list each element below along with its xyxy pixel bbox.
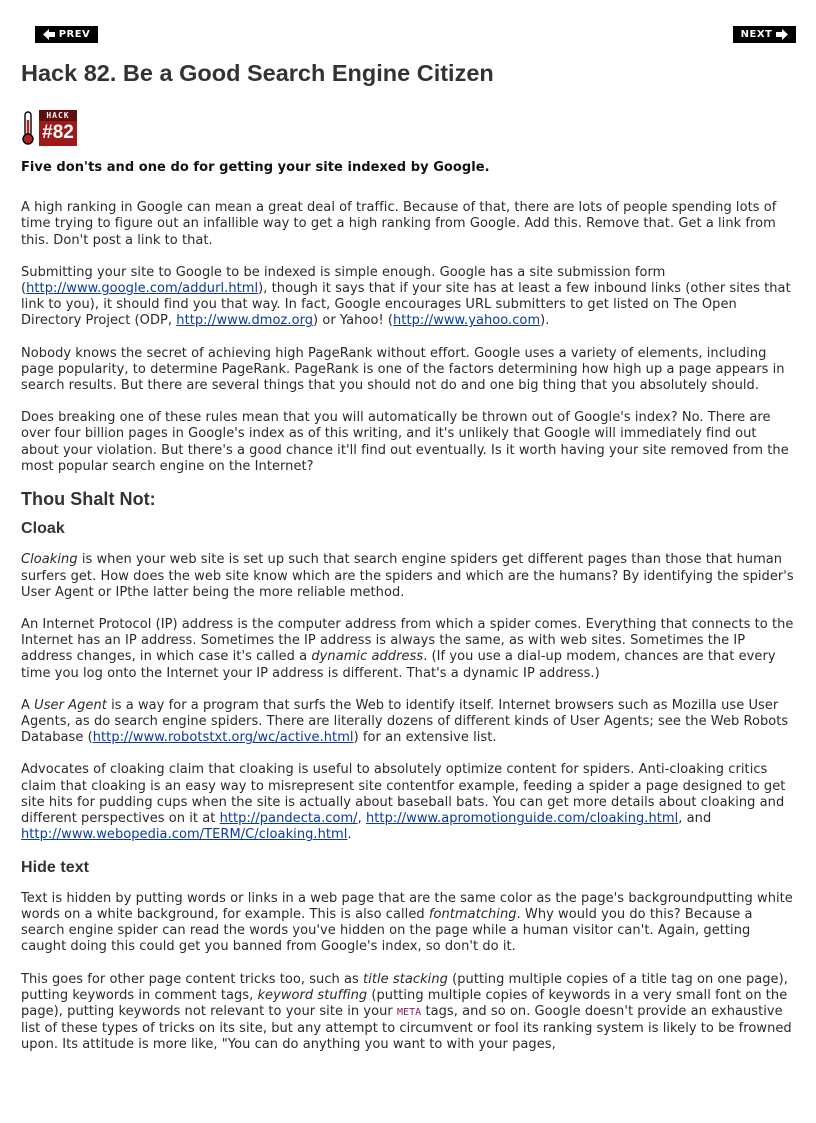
text: Advocates of cloaking claim that cloaking is useful to absolutely optimize content for spiders. Anti-cloaking critics claim that cloaking is an easy way to misrepresent site contentfor example, feeding a spider a page designed to get site hits for pudding cups when the site is actually about baseball bats. You can get more details about cloaking and different perspectives on it at: [21, 762, 786, 827]
prev-label: PREV: [58, 29, 91, 40]
paragraph: Nobody knows the secret of achieving high PageRank without effort. Google uses a variety of elements, including page popularity, to determine PageRank. PageRank is one of the factors determining how high up a page appears in search results. But there are several things that you should not do and one big thing that you absolutely should.: [21, 345, 785, 394]
paragraph: [21, 552, 797, 601]
emphasis: keyword stuffing: [257, 987, 368, 1003]
subsection-heading-cloak: Cloak: [21, 520, 65, 538]
article-body: [21, 160, 797, 1070]
badge-number: #82: [42, 122, 74, 143]
link-robotstxt[interactable]: http://www.robotstxt.org/wc/active.html: [92, 730, 354, 746]
arrow-right-icon: [776, 29, 788, 40]
text: . (If you use a dial-up modem, chances are that every time you log onto the Internet your IP address is different. That's a dynamic IP address.): [21, 649, 776, 681]
text: tags, and so on. Google doesn't provide an exhaustive list of these types of tricks on its site, but any attempt to circumvent or fool its ranking system is likely to be frowned upon. Its attitude is more like, "You can do anything you want to with your pages,: [21, 1003, 792, 1053]
emphasis: dynamic address: [311, 649, 424, 665]
emphasis: Cloaking: [21, 552, 78, 568]
text: This goes for other page content tricks too, such as: [21, 971, 364, 987]
arrow-left-icon: [43, 29, 55, 40]
link-dmoz[interactable]: http://www.dmoz.org: [176, 313, 314, 329]
next-label: NEXT: [740, 29, 773, 40]
next-button[interactable]: [733, 26, 796, 43]
section-heading: Thou Shalt Not:: [21, 489, 156, 510]
paragraph: [21, 762, 797, 843]
subsection-heading-hide-text: Hide text: [21, 858, 90, 876]
text: ) or Yahoo! (: [313, 313, 394, 329]
text: . Why would you do this? Because a search engine spider can read the words you've hidden on the page while a human visitor can't. Again, getting caught doing this could get you banned from Google's index, so don't do it.: [21, 906, 753, 955]
text: An Internet Protocol (IP) address is the computer address from which a spider comes. Everything that connects to the Internet has an IP address. Sometimes the IP address is always the same, as with web sites. Sometimes the IP address changes, in which case it's called a: [21, 617, 794, 665]
text: ).: [540, 313, 550, 329]
link-apromotionguide[interactable]: http://www.apromotionguide.com/cloaking.html: [365, 811, 679, 827]
text: ), though it says that if your site has at least a few inbound links (other sites that link to you), it should find you that way. In fact, Google encourages URL submitters to get listed on The Open Directory Project (ODP,: [21, 281, 791, 329]
code: META: [396, 1006, 422, 1018]
text: , and: [678, 811, 712, 827]
prev-button[interactable]: [35, 26, 98, 43]
text: A: [21, 697, 35, 713]
paragraph: [21, 891, 797, 956]
badge-label: HACK: [46, 111, 70, 120]
text: Text is hidden by putting words or links in a web page that are the same color as the page's backgroundputting white words on a white background, for example. This is also called: [21, 890, 793, 922]
paragraph: [21, 698, 797, 747]
text: (putting multiple copies of keywords in a very small font on the page), putting keywords not relevant to your site in your: [21, 987, 788, 1019]
text: ,: [357, 811, 366, 827]
text: ) for an extensive list.: [353, 730, 497, 746]
link-pandecta[interactable]: http://pandecta.com/: [219, 811, 358, 827]
link-google-addurl[interactable]: http://www.google.com/addurl.html: [26, 281, 259, 297]
emphasis: fontmatching: [428, 906, 517, 922]
paragraph: [21, 265, 797, 330]
text: is a way for a program that surfs the Web to identify itself. Internet browsers such as Mozilla use User Agents, as do search engine spiders. There are literally dozens of different kinds of User Agents; see the Web Robots Database (: [21, 697, 789, 746]
text: (putting multiple copies of a title tag on one page), putting keywords in comment tags,: [21, 971, 788, 1003]
link-yahoo[interactable]: http://www.yahoo.com: [393, 313, 541, 329]
hack-badge: [21, 110, 79, 146]
text: .: [347, 827, 352, 843]
emphasis: title stacking: [363, 971, 448, 987]
paragraph: [21, 617, 797, 682]
lead-text: Five don'ts and one do for getting your site indexed by Google.: [21, 160, 490, 175]
paragraph: Does breaking one of these rules mean that you will automatically be thrown out of Google's index? No. There are over four billion pages in Google's index as of this writing, and it's unlikely that Google will immediately find out about your violation. But there's a good chance it'll find out eventually. Is it worth having your site removed from the most popular search engine on the Internet?: [21, 410, 789, 474]
link-webopedia[interactable]: http://www.webopedia.com/TERM/C/cloaking.html: [21, 827, 348, 843]
text: is when your web site is set up such that search engine spiders get different pages than those that human surfers get. How does the web site know which are the spiders and which are the humans? By identifying the spider's User Agent or IPthe latter being the more reliable method.: [21, 552, 794, 600]
paragraph: A high ranking in Google can mean a great deal of traffic. Because of that, there are lots of people spending lots of time trying to figure out an infallible way to get a high ranking from Google. Add this. Remove that. Get a link from this. Don't post a link to that.: [21, 200, 777, 248]
page-title: Hack 82. Be a Good Search Engine Citizen: [21, 60, 494, 86]
paragraph: [21, 972, 797, 1054]
text: Submitting your site to Google to be indexed is simple enough. Google has a site submission form (: [21, 264, 666, 297]
emphasis: User Agent: [34, 697, 107, 713]
